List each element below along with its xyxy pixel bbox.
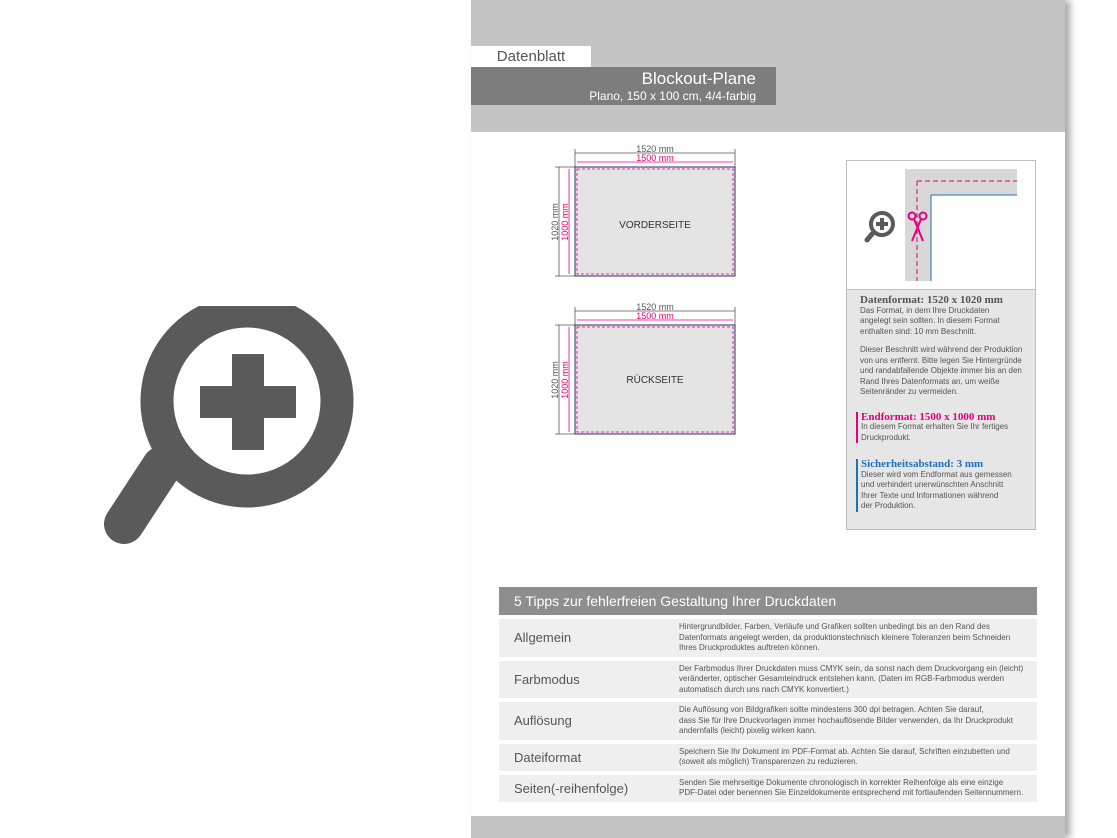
tips-title: 5 Tipps zur fehlerfreien Gestaltung Ihrer Druckdaten xyxy=(499,587,1037,615)
endformat-line: Druckprodukt. xyxy=(861,432,911,442)
sicherheit-heading: Sicherheitsabstand: 3 mm xyxy=(861,458,984,470)
tip-text: Die Auflösung von Bildgrafiken sollte mindestens 300 dpi betragen. Achten Sie darauf, dass Sie für Ihre Druckvorlagen immer hochauflösende Bilder verwenden, da Ihr Druckprodukt andernfalls (leicht) pixelig wirken kann. xyxy=(679,705,1013,735)
sicherheit-line: und verhindert unerwünschten Anschnitt xyxy=(861,480,1004,489)
datenformat-line: angelegt sein sollten. In diesem Format xyxy=(860,316,1000,325)
zoom-in-icon[interactable] xyxy=(104,306,356,548)
datenformat-heading: Datenformat: 1520 x 1020 mm xyxy=(860,294,1003,306)
zoom-in-icon[interactable] xyxy=(867,213,893,240)
tips-table xyxy=(499,587,1037,802)
product-title: Blockout-Plane xyxy=(641,69,756,88)
sicherheit-line: der Produktion. xyxy=(861,501,916,510)
beschnitt-line: Rand Ihres Datenformats an, um weiße xyxy=(860,376,1000,386)
tip-label: Farbmodus xyxy=(514,671,580,687)
front-outer-width: 1520 mm xyxy=(636,144,674,154)
tip-text: Speichern Sie Ihr Dokument im PDF-Format ab. Achten Sie darauf, Schriften einzubetten und (soweit als möglich) Transparenzen zu reduzieren. xyxy=(679,746,1010,766)
front-side-diagram xyxy=(547,142,747,282)
tip-text: Hintergrundbilder, Farben, Verläufe und Grafiken sollten unbedingt bis an den Rand des Datenformats angelegt werden, da produktionstechnisch kleinere Toleranzen beim Schneiden Ihres Druckproduktes auftreten können. xyxy=(679,622,1011,652)
endformat-heading: Endformat: 1500 x 1000 mm xyxy=(861,410,996,423)
datenformat-line: Das Format, in dem Ihre Druckdaten xyxy=(860,305,990,315)
tip-label: Auflösung xyxy=(514,713,572,729)
table-row xyxy=(499,619,1037,657)
endformat-line: In diesem Format erhalten Sie Ihr fertiges xyxy=(861,422,1009,431)
back-inner-height: 1000 mm xyxy=(560,361,570,399)
sicherheit-line: Ihrer Texte und Informationen während xyxy=(861,490,999,500)
back-side-label: RÜCKSEITE xyxy=(626,375,684,386)
format-info-box xyxy=(846,160,1036,530)
datenformat-line: enthalten sind: 10 mm Beschnitt. xyxy=(860,326,977,336)
beschnitt-line: Dieser Beschnitt wird während der Produktion xyxy=(860,345,1023,354)
table-row xyxy=(499,702,1037,740)
beschnitt-line: und randabfallende Objekte immer bis an den xyxy=(860,366,1022,375)
footer-band xyxy=(471,816,1065,838)
table-row xyxy=(499,775,1037,802)
tip-text: Der Farbmodus Ihrer Druckdaten muss CMYK sein, da sonst nach dem Druckvorgang ein (leicht) veränderter, optischer Gesamteindruck entstehen kann. (Daten im RGB-Farbmodus werden automatisch durch uns nach CMYK konvertiert.) xyxy=(679,663,1024,694)
front-outer-height: 1020 mm xyxy=(550,203,560,241)
title-bar xyxy=(471,67,776,105)
tip-text: Senden Sie mehrseitige Dokumente chronologisch in korrekter Reihenfolge als eine einzige PDF-Datei oder benennen Sie Einzeldokumente entsprechend mit fortlaufenden Seitennummern. xyxy=(679,777,1024,797)
format-info-text xyxy=(860,295,1032,512)
beschnitt-line: von uns entfernt. Bitte legen Sie Hintergründe xyxy=(860,355,1022,365)
table-row xyxy=(499,661,1037,699)
tip-label: Seiten(-reihenfolge) xyxy=(514,780,629,796)
bleed-preview xyxy=(847,161,1035,290)
back-outer-width: 1520 mm xyxy=(636,302,674,312)
endformat-section xyxy=(856,412,1032,444)
beschnitt-line: Seitenränder zu vermeiden. xyxy=(860,387,959,396)
back-side-diagram xyxy=(547,300,747,440)
front-inner-height: 1000 mm xyxy=(560,203,570,241)
sicherheit-section xyxy=(856,459,1032,512)
front-inner-width: 1500 mm xyxy=(636,153,674,163)
datasheet-page xyxy=(471,0,1065,838)
datasheet-tab: Datenblatt xyxy=(471,46,591,67)
back-outer-height: 1020 mm xyxy=(550,361,560,399)
tip-label: Allgemein xyxy=(514,630,572,646)
table-row xyxy=(499,744,1037,771)
tip-label: Dateiformat xyxy=(514,749,582,765)
sicherheit-line: Dieser wird vom Endformat aus gemessen xyxy=(861,469,1012,479)
back-inner-width: 1500 mm xyxy=(636,311,674,321)
front-side-label: VORDERSEITE xyxy=(619,220,691,231)
product-subtitle: Plano, 150 x 100 cm, 4/4-farbig xyxy=(589,89,756,103)
